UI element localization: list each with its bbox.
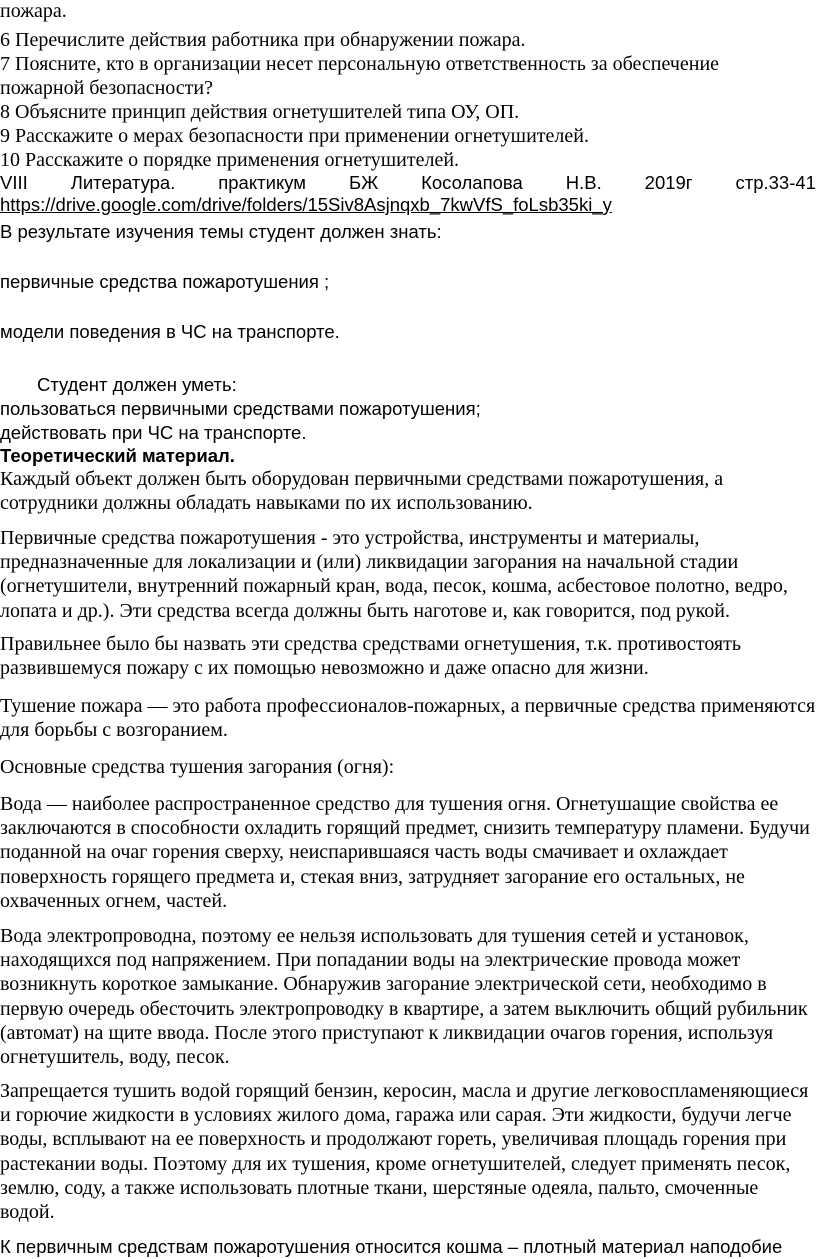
question-7-line-1: 7 Поясните, кто в организации несет персональную ответственность за обеспечение — [0, 53, 720, 75]
question-6: 6 Перечислите действия работника при обнаружении пожара. — [0, 29, 526, 51]
theory-paragraph-9: К первичным средствам пожаротушения относится кошма – плотный материал наподобие — [0, 1236, 783, 1257]
question-10: 10 Расскажите о порядке применения огнетушителей. — [0, 149, 460, 171]
literature-word: 2019г — [644, 172, 693, 193]
theory-paragraph-1: Каждый объект должен быть оборудован первичными средствами пожаротушения, а сотрудники должны обладать навыками по их использованию. — [0, 468, 724, 515]
know-item-1: первичные средства пожаротушения ; — [0, 271, 330, 292]
theory-heading: Теоретический материал. — [0, 445, 235, 466]
literature-line — [0, 171, 816, 195]
question-8: 8 Объясните принцип действия огнетушителей типа ОУ, ОП. — [0, 101, 520, 123]
theory-paragraph-3: Правильнее было бы назвать эти средства средствами огнетушения, т.к. противостоять развившемуся пожару с их помощью невозможно и даже опасно для жизни. — [0, 633, 741, 680]
literature-word: стр.33-41 — [735, 172, 816, 193]
theory-paragraph-8: Запрещается тушить водой горящий бензин, керосин, масла и другие легковоспламеняющиеся и горючие жидкости в условиях жилого дома, гаража или сарая. Эти жидкости, будучи легче воды, всплывают на ее поверхность и продолжают гореть, увеличивая площадь горения при растекании воды. Поэтому для их тушения, кроме огнетушителей, следует применять песок, землю, соду, а также использовать плотные ткани, шерстяные одеяла, пальто, смоченные водой. — [0, 1080, 809, 1224]
literature-link[interactable]: https://drive.google.com/drive/folders/15Siv8Asjnqxb_7kwVfS_foLsb35ki_y — [0, 194, 612, 215]
literature-word: Н.В. — [565, 172, 602, 193]
able-intro: Студент должен уметь: — [37, 374, 237, 395]
theory-paragraph-4: Тушение пожара — это работа профессионалов-пожарных, а первичные средства применяются для борьбы с возгоранием. — [0, 695, 816, 742]
literature-word: VIII — [0, 172, 28, 193]
theory-paragraph-6: Вода — наиболее распространенное средство для тушения огня. Огнетушащие свойства ее заключаются в способности охладить горящий предмет, снизить температуру пламени. Будучи поданной на очаг горения сверху, неиспарившаяся часть воды смачивает и охлаждает поверхность горящего предмета и, стекая вниз, затрудняет загорание его остальных, не охваченных огнем, частей. — [0, 793, 810, 912]
theory-paragraph-5: Основные средства тушения загорания (огня): — [0, 756, 395, 778]
able-item-2: действовать при ЧС на транспорте. — [0, 422, 307, 443]
theory-paragraph-2: Первичные средства пожаротушения - это устройства, инструменты и материалы, предназначенные для локализации и (или) ликвидации загорания на начальной стадии (огнетушители, внутренний пожарный кран, вода, песок, кошма, асбестовое полотно, ведро, лопата и др.). Эти средства всегда должны быть наготове и, как говорится, под рукой. — [0, 527, 788, 622]
literature-word: Косолапова — [421, 172, 523, 193]
theory-paragraph-7: Вода электропроводна, поэтому ее нельзя использовать для тушения сетей и установок, находящихся под напряжением. При попадании воды на электрические провода может возникнуть короткое замыкание. Обнаружив загорание электрической сети, необходимо в первую очередь обесточить электропроводку в квартире, а затем выключить общий рубильник (автомат) на щите ввода. После этого приступают к ликвидации очагов горения, используя огнетушитель, воду, песок. — [0, 925, 808, 1069]
know-intro: В результате изучения темы студент должен знать: — [0, 221, 442, 242]
literature-word: Литература. — [70, 172, 176, 193]
literature-word: БЖ — [348, 172, 379, 193]
able-item-1: пользоваться первичными средствами пожаротушения; — [0, 398, 481, 419]
know-item-2: модели поведения в ЧС на транспорте. — [0, 321, 340, 342]
question-9: 9 Расскажите о мерах безопасности при применении огнетушителей. — [0, 125, 589, 147]
literature-word: практикум — [218, 172, 307, 193]
question-fragment: пожара. — [0, 0, 67, 22]
question-7-line-2: пожарной безопасности? — [0, 77, 213, 99]
